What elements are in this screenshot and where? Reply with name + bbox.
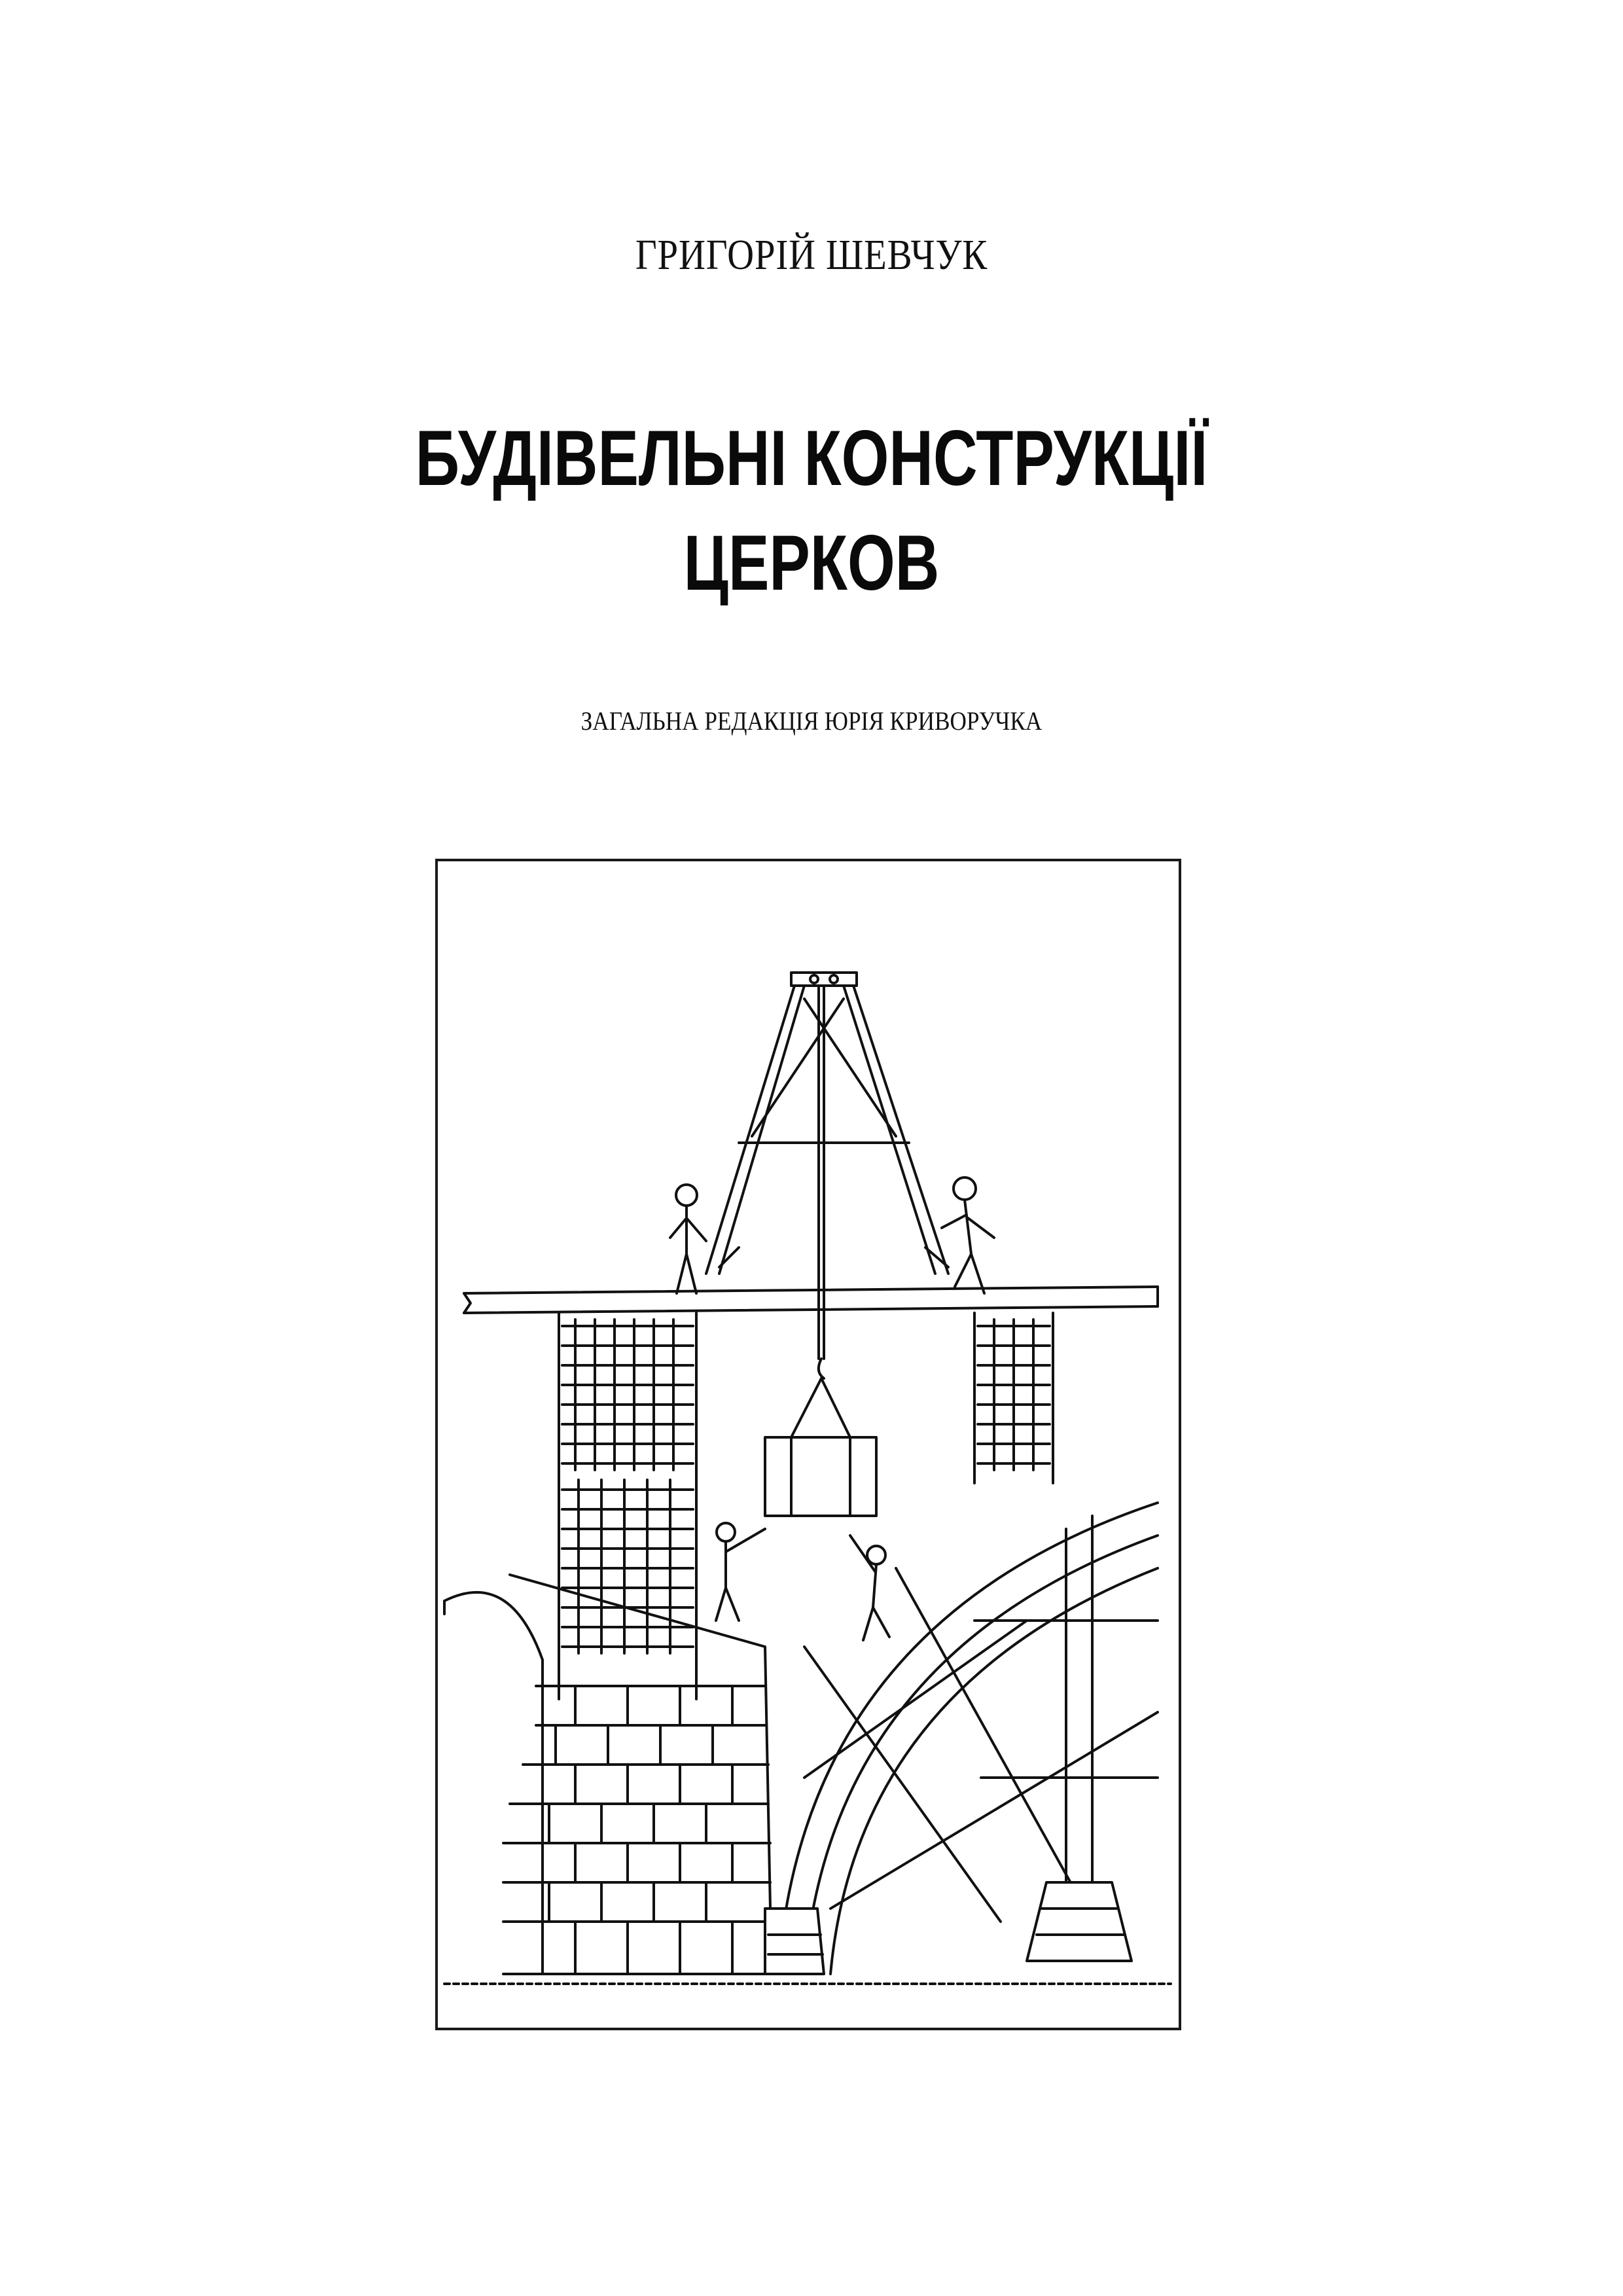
worker-figure-right bbox=[942, 1177, 994, 1293]
cover-illustration bbox=[435, 859, 1181, 2030]
right-brick-pier bbox=[974, 1313, 1053, 1483]
stone-block bbox=[765, 1437, 876, 1516]
worker-figure-left bbox=[670, 1185, 706, 1293]
title-line-1: БУДІВЕЛЬНІ КОНСТРУКЦІЇ bbox=[415, 414, 1208, 502]
worker-figure-arch bbox=[850, 1535, 889, 1640]
left-brick-pier bbox=[559, 1313, 696, 1699]
author-name: ГРИГОРІЙ ШЕВЧУК bbox=[635, 231, 988, 279]
left-abutment bbox=[444, 1575, 778, 1974]
construction-engraving bbox=[438, 861, 1179, 2028]
scaffold-beam bbox=[464, 1287, 1158, 1313]
editor-credit: ЗАГАЛЬНА РЕДАКЦІЯ ЮРІЯ КРИВОРУЧКА bbox=[580, 706, 1043, 736]
book-title bbox=[179, 406, 1444, 615]
title-line-2: ЦЕРКОВ bbox=[683, 519, 940, 607]
arch-centering bbox=[765, 1503, 1158, 1974]
hoist-frame bbox=[706, 973, 948, 1274]
worker-figure-center bbox=[716, 1523, 765, 1621]
